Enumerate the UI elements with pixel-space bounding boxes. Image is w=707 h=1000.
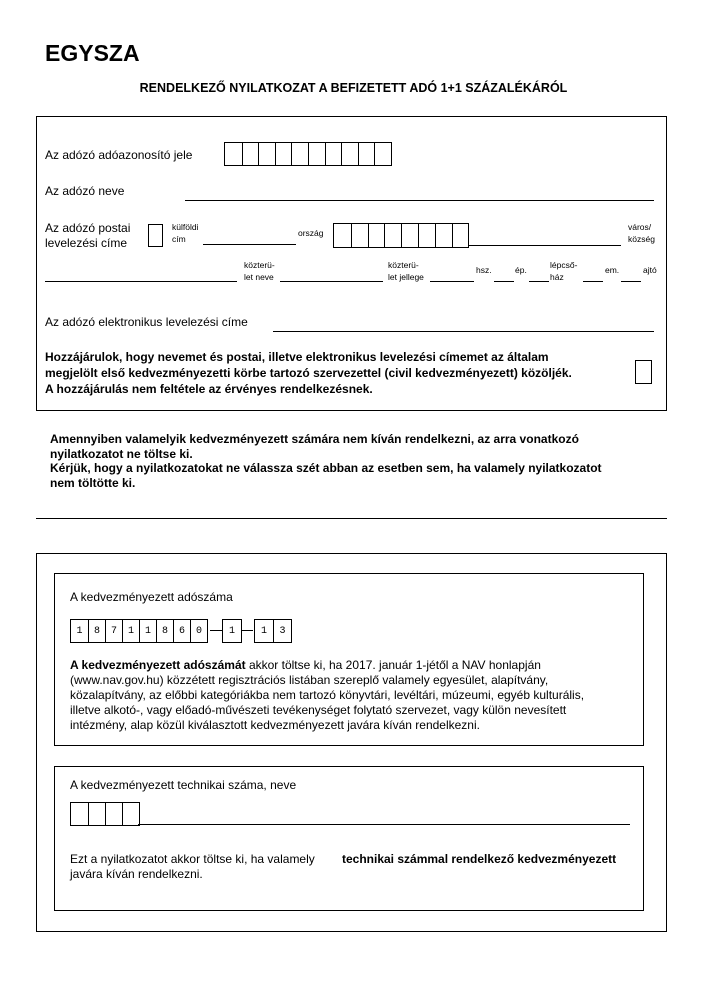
tax-number-digit: 3 xyxy=(273,620,291,642)
tax-number-digit: 8 xyxy=(156,620,173,642)
tax-number-main-input[interactable] xyxy=(70,619,208,643)
tax-number-desc-4: illetve alkotó-, vagy előadó-művészeti tevékenységet folytató szervezet, vagy külön nevesített xyxy=(70,703,567,717)
city-input[interactable] xyxy=(469,245,621,246)
technical-desc-2: javára kíván rendelkezni. xyxy=(70,867,203,881)
postal-label-1: Az adózó postai xyxy=(45,221,131,235)
foreign-label-2: cím xyxy=(172,234,186,244)
street-address-input[interactable] xyxy=(45,281,237,282)
foreign-address-checkbox[interactable] xyxy=(148,224,163,247)
tax-id-label: Az adózó adóazonosító jele xyxy=(45,148,193,162)
street-type-input[interactable] xyxy=(430,281,474,282)
floor-input[interactable] xyxy=(621,281,641,282)
door-label: ajtó xyxy=(643,265,657,275)
staircase-input[interactable] xyxy=(583,281,603,282)
postal-label-2: levelezési címe xyxy=(45,236,128,250)
name-input[interactable] xyxy=(185,200,654,201)
foreign-label-1: külföldi xyxy=(172,222,199,232)
tax-id-input[interactable] xyxy=(224,142,392,166)
consent-checkbox[interactable] xyxy=(635,360,652,384)
email-label: Az adózó elektronikus levelezési címe xyxy=(45,315,248,329)
tax-number-digit: 1 xyxy=(76,625,83,637)
tax-number-digit: 1 xyxy=(260,625,267,637)
house-number-label: hsz. xyxy=(476,265,492,275)
tax-number-digit: 6 xyxy=(173,620,190,642)
dash-separator xyxy=(241,630,253,631)
tax-number-label: A kedvezményezett adószáma xyxy=(70,590,233,604)
technical-desc-bold: technikai számmal rendelkező kedvezményezett xyxy=(342,852,617,866)
building-input[interactable] xyxy=(529,281,549,282)
city-label-2: község xyxy=(628,234,655,244)
technical-number-label: A kedvezményezett technikai száma, neve xyxy=(70,778,297,792)
tax-number-desc-bold: A kedvezményezett adószámát xyxy=(70,658,246,672)
notice-line-3: Kérjük, hogy a nyilatkozatokat ne válassza szét abban az esetben sem, ha valamely nyilatkozatot xyxy=(50,461,602,475)
country-postcode-input[interactable] xyxy=(333,223,469,248)
city-label-1: város/ xyxy=(628,222,652,232)
floor-label: em. xyxy=(605,265,620,275)
email-input[interactable] xyxy=(273,331,654,332)
consent-text-1: Hozzájárulok, hogy nevemet és postai, illetve elektronikus levelezési címemet az általam xyxy=(45,350,549,364)
tax-number-digit: 1 xyxy=(139,620,156,642)
form-code: EGYSZA xyxy=(45,40,140,66)
name-label: Az adózó neve xyxy=(45,184,125,198)
technical-number-input[interactable] xyxy=(70,802,140,826)
tax-number-end-input[interactable] xyxy=(254,619,292,643)
tax-number-desc-rest: akkor töltse ki, ha 2017. január 1-jétől a NAV honlapján xyxy=(245,658,541,672)
tax-number-mid-input[interactable] xyxy=(222,619,242,643)
building-label: ép. xyxy=(515,265,527,275)
section-divider xyxy=(36,518,667,519)
street-type-label-1: közterü- xyxy=(388,260,419,270)
staircase-label-1: lépcső- xyxy=(550,260,578,270)
tax-number-digit: 8 xyxy=(88,620,105,642)
dash-separator xyxy=(210,630,222,631)
notice-line-2: nyilatkozatot ne töltse ki. xyxy=(50,447,193,461)
tax-number-desc-5: intézmény, alap közül kiválasztott kedvezményezett javára kíván rendelkezni. xyxy=(70,718,480,732)
staircase-label-2: ház xyxy=(550,272,564,282)
technical-name-input[interactable] xyxy=(138,824,630,825)
foreign-address-input[interactable] xyxy=(203,244,296,245)
tax-number-digit: 1 xyxy=(122,620,139,642)
technical-desc-1: Ezt a nyilatkozatot akkor töltse ki, ha valamely xyxy=(70,852,315,866)
tax-number-digit: 7 xyxy=(105,620,122,642)
house-number-input[interactable] xyxy=(494,281,514,282)
consent-text-3: A hozzájárulás nem feltétele az érvényes rendelkezésnek. xyxy=(45,382,373,396)
notice-line-1: Amennyiben valamelyik kedvezményezett számára nem kíván rendelkezni, az arra vonatkozó xyxy=(50,432,579,446)
tax-number-desc-1 xyxy=(70,658,541,672)
notice-line-4: nem töltötte ki. xyxy=(50,476,136,490)
form-title: RENDELKEZŐ NYILATKOZAT A BEFIZETETT ADÓ 1+1 SZÁZALÉKÁRÓL xyxy=(139,81,568,95)
street-type-label-2: let jellege xyxy=(388,272,424,282)
tax-number-digit: 1 xyxy=(228,625,235,637)
tax-number-desc-2: (www.nav.gov.hu) közzétett regisztrációs listában szereplő valamely egyesület, alapítvány, xyxy=(70,673,549,687)
tax-number-desc-3: közalapítvány, az előbbi kategóriákba nem tartozó könyvtári, levéltári, múzeumi, egyéb kulturális, xyxy=(70,688,585,702)
tax-number-digit: 0 xyxy=(190,620,207,642)
street-name-label-1: közterü- xyxy=(244,260,275,270)
consent-text-2: megjelölt első kedvezményezetti körbe tartozó szervezettel (civil kedvezményezett) közöljék. xyxy=(45,366,572,380)
country-label: ország xyxy=(298,228,324,238)
street-name-input[interactable] xyxy=(280,281,383,282)
street-name-label-2: let neve xyxy=(244,272,274,282)
